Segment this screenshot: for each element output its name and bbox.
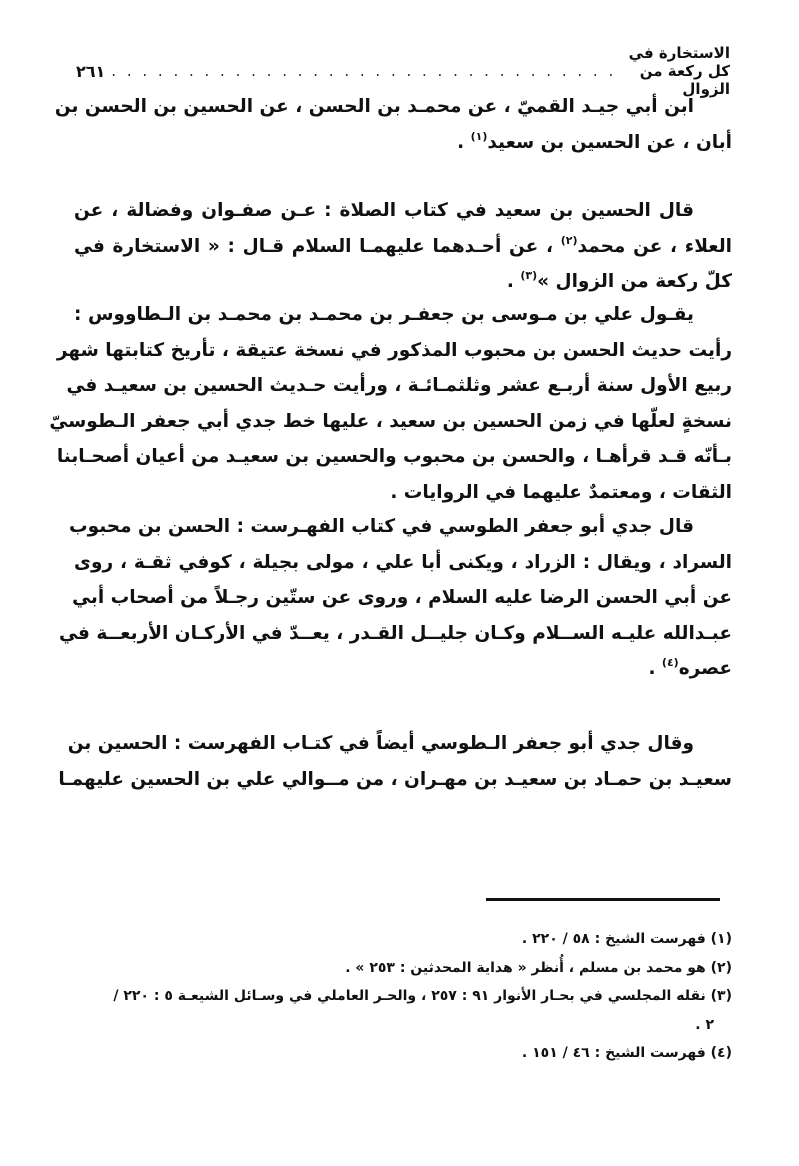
text-line <box>74 651 732 687</box>
line-text: ، عن أحـدهما عليهمـا السلام قـال : « الاستخارة في <box>74 235 561 257</box>
page-number: ٢٦١ <box>76 61 106 81</box>
text-line <box>49 404 732 440</box>
text-line <box>74 475 732 511</box>
paragraph <box>54 89 732 160</box>
line-text: سعيـد بن حمـاد بن سعيـد بن مهـران ، من مــوالي علي بن الحسين عليهمـا <box>58 768 732 790</box>
line-text: أبان ، عن الحسين بن سعيد <box>487 131 732 153</box>
footnote-line: ٢ . <box>695 1016 714 1033</box>
line-text: . <box>457 131 471 153</box>
line-text: كلّ ركعة من الزوال » <box>537 271 732 292</box>
text-line <box>74 297 732 333</box>
text-line <box>74 545 732 581</box>
line-text: قال الحسين بن سعيد في كتاب الصلاة : عـن صفـوان وفضالة ، عن <box>74 200 694 221</box>
footnote-separator <box>486 898 720 901</box>
footnote-ref[interactable]: (٣) <box>520 269 538 282</box>
text-line <box>56 439 732 475</box>
line-text: عن أبي الحسن الرضا عليه السلام ، وروى عن ستّين رجـلاً من أصحاب أبي <box>72 587 732 608</box>
line-text: عصره <box>678 658 732 679</box>
line-text: العلاء ، عن محمد <box>577 235 732 257</box>
text-line <box>66 368 732 404</box>
footnote-ref[interactable]: (١) <box>470 129 488 143</box>
text-line <box>58 762 732 798</box>
paragraph <box>49 297 732 510</box>
footnote-ref[interactable]: (٤) <box>661 656 679 669</box>
line-text: . <box>506 271 521 292</box>
text-line <box>67 726 732 762</box>
text-line <box>69 509 732 545</box>
line-text: . <box>648 658 662 679</box>
footnote <box>74 954 732 983</box>
text-line <box>74 264 732 300</box>
text-line <box>74 229 732 265</box>
footnote <box>74 925 732 954</box>
line-text: الثقات ، ومعتمدٌ عليهما في الروايات . <box>390 481 732 503</box>
text-line <box>54 89 732 125</box>
running-header <box>76 44 730 98</box>
paragraph <box>58 726 732 797</box>
footnote-line: (١) فهرست الشيخ : ٥٨ / ٢٢٠ . <box>521 931 732 947</box>
footnote-line: (٢) هو محمد بن مسلم ، أُنظر « هداية المحدثين : ٢٥٣ » . <box>345 959 732 976</box>
footnote-line: (٤) فهرست الشيخ : ٤٦ / ١٥١ . <box>521 1045 732 1061</box>
header-leader-dots: . . . . . . . . . . . . . . . . . . . . . . . . . . . . . . . . . <box>111 62 617 80</box>
line-text: ربيع الأول سنة أربـع عشر وثلثمـائـة ، ورأيت حـديث الحسين بن سعيـد في <box>66 375 732 396</box>
line-text: يقـول علي بن مـوسى بن جعفـر بن محمـد بن محمـد بن الـطاووس : <box>74 304 694 325</box>
text-line <box>56 333 732 369</box>
text-line <box>74 193 732 229</box>
line-text: ابن أبي جيـد القميّ ، عن محمـد بن الحسن ، عن الحسين بن الحسن بن <box>54 96 694 117</box>
text-line <box>74 580 732 616</box>
text-line <box>59 616 732 652</box>
footnote <box>74 1039 732 1068</box>
line-text: قال جدي أبو جعفر الطوسي في كتاب الفهـرست : الحسن بن محبوب <box>69 516 694 537</box>
footnote-ref[interactable]: (٢) <box>560 233 578 247</box>
line-text: رأيت حديث الحسن بن محبوب المذكور في نسخة عتيقة ، تأريخ كتابتها شهر <box>56 339 732 361</box>
text-line <box>74 125 732 161</box>
footnote-line: (٣) نقله المجلسي في بحـار الأنوار ٩١ : ٢٥٧ ، والحـر العاملي في وسـائل الشيعـة ٥ : ٢٢٠ / <box>113 988 732 1004</box>
line-text: وقال جدي أبو جعفر الـطوسي أيضاً في كتـاب الفهرست : الحسين بن <box>67 733 694 754</box>
paragraph <box>59 509 732 687</box>
header-title: الاستخارة في كل ركعة من الزوال <box>628 44 730 98</box>
line-text: نسخةٍ لعلّها في زمن الحسين بن سعيد ، عليها خط جدي أبي جعفر الـطوسيّ <box>49 410 732 432</box>
footnote <box>74 982 732 1039</box>
line-text: السراد ، ويقال : الزراد ، ويكنى أبا علي ، مولى بجيلة ، كوفي ثقـة ، روى <box>74 551 732 573</box>
paragraph <box>74 193 732 300</box>
line-text: بـأنّه قـد قرأهـا ، والحسن بن محبوب والحسين بن سعيـد من أعيان أصحـابنا <box>56 446 732 467</box>
line-text: عبـدالله عليـه الســلام وكـان جليــل القـدر ، يعــدّ في الأركـان الأربعــة في <box>59 622 732 644</box>
